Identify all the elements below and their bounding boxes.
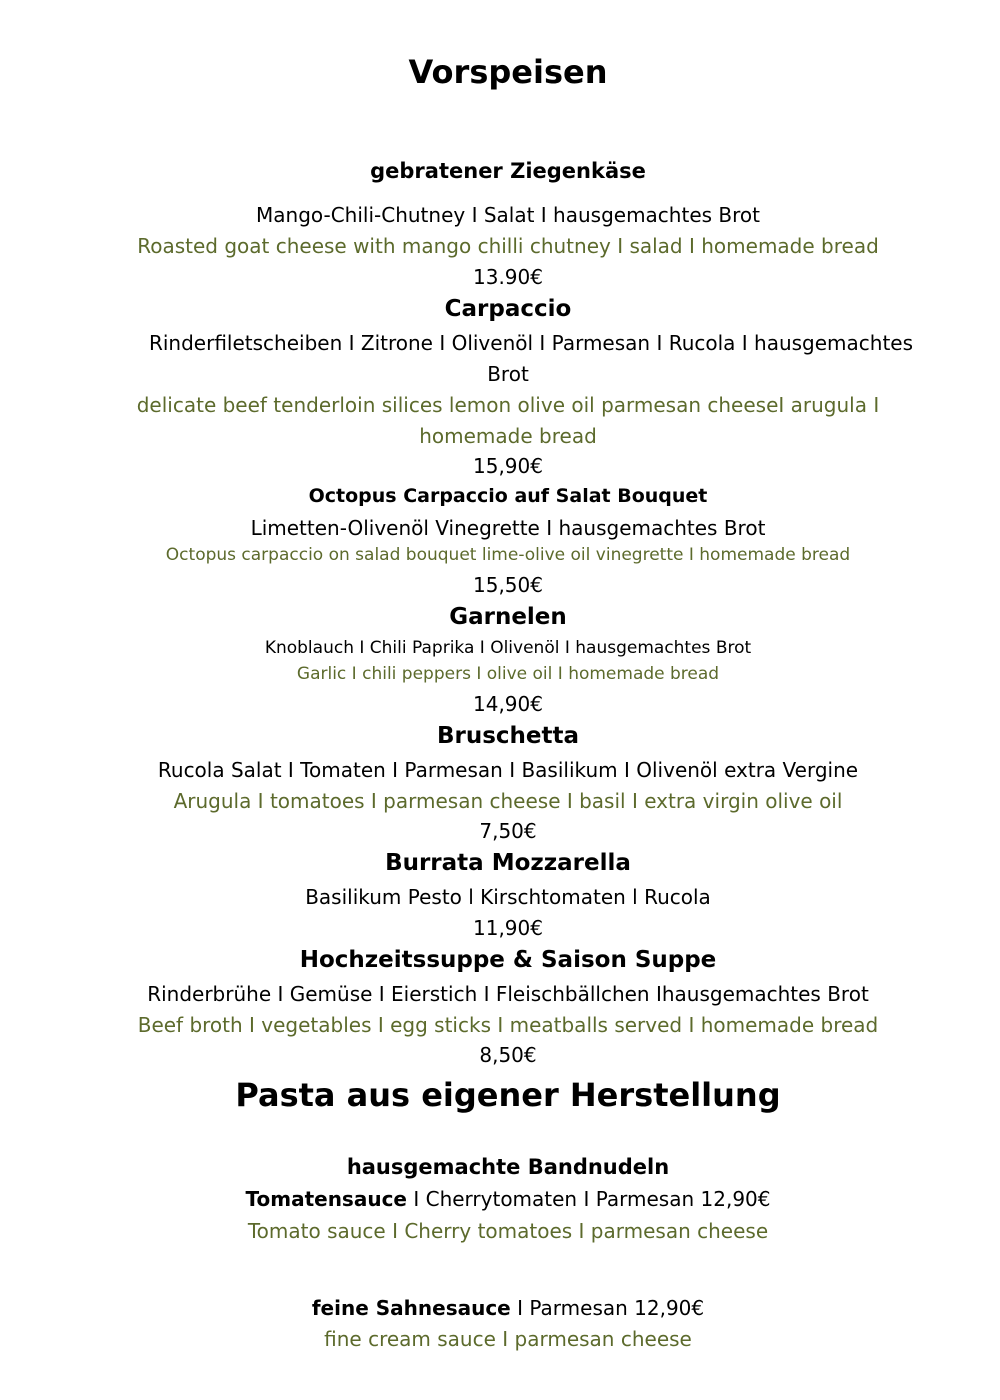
dish-description-de: Basilikum Pesto l Kirschtomaten l Rucola [305, 885, 711, 909]
pasta-item-en: Tomato sauce I Cherry tomatoes I parmesan cheese [247, 1219, 769, 1243]
dish-description-en: Beef broth I vegetables I egg sticks I meatballs served I homemade bread [137, 1013, 879, 1037]
dish-description-de: Knoblauch I Chili Paprika I Olivenöl I hausgemachtes Brot [264, 638, 752, 658]
dish-description-de: Rinderfiletscheiben I Zitrone I Olivenöl I Parmesan I Rucola I hausgemachtes [148, 331, 914, 355]
section-subtitle: hausgemachte Bandnudeln [346, 1155, 670, 1179]
dish-name: Garnelen [449, 604, 567, 630]
dish-description-de: Rucola Salat I Tomaten I Parmesan I Basilikum I Olivenöl extra Vergine [157, 758, 859, 782]
pasta-sauce-name: Tomatensauce [245, 1187, 407, 1211]
pasta-sauce-name: feine Sahnesauce [311, 1296, 511, 1320]
dish-description-en: Garlic I chili peppers I olive oil I homemade bread [296, 664, 720, 684]
dish-name: Hochzeitssuppe & Saison Suppe [299, 947, 717, 973]
dish-price: 7,50€ [479, 819, 537, 843]
dish-description-en: Octopus carpaccio on salad bouquet lime-olive oil vinegrette I homemade bread [165, 545, 851, 565]
section-title: Pasta aus eigener Herstellung [235, 1076, 781, 1114]
dish-name: Bruschetta [436, 723, 580, 749]
dish-description-de: Limetten-Olivenöl Vinegrette I hausgemachtes Brot [250, 516, 766, 540]
pasta-item-details: I Cherrytomaten I Parmesan 12,90€ [406, 1187, 771, 1211]
dish-description-de: Rinderbrühe I Gemüse I Eierstich I Fleischbällchen Ihausgemachtes Brot [147, 982, 869, 1006]
page-title: Vorspeisen [408, 53, 608, 91]
dish-description-en: Roasted goat cheese with mango chilli chutney I salad I homemade bread [137, 234, 879, 258]
dish-description-en: homemade bread [419, 424, 597, 448]
dish-price: 15,50€ [473, 573, 543, 597]
dish-name: gebratener Ziegenkäse [370, 159, 646, 183]
pasta-item-en: fine cream sauce I parmesan cheese [324, 1327, 692, 1351]
dish-price: 13.90€ [473, 265, 543, 289]
pasta-item-details: I Parmesan 12,90€ [510, 1296, 705, 1320]
dish-name: Octopus Carpaccio auf Salat Bouquet [308, 485, 708, 507]
dish-price: 15,90€ [473, 454, 543, 478]
dish-description-en: Arugula I tomatoes I parmesan cheese I basil I extra virgin olive oil [173, 789, 843, 813]
pasta-item-de [0, 1189, 1000, 1209]
dish-description-de: Mango-Chili-Chutney I Salat I hausgemachtes Brot [256, 203, 760, 227]
pasta-item-de [0, 1298, 1000, 1318]
dish-name: Burrata Mozzarella [385, 850, 631, 876]
dish-price: 8,50€ [479, 1043, 537, 1067]
dish-name: Carpaccio [444, 296, 572, 322]
dish-description-en: delicate beef tenderloin silices lemon olive oil parmesan cheeseI arugula I [136, 393, 880, 417]
dish-price: 14,90€ [473, 692, 543, 716]
dish-description-de: Brot [487, 362, 529, 386]
dish-price: 11,90€ [473, 916, 543, 940]
